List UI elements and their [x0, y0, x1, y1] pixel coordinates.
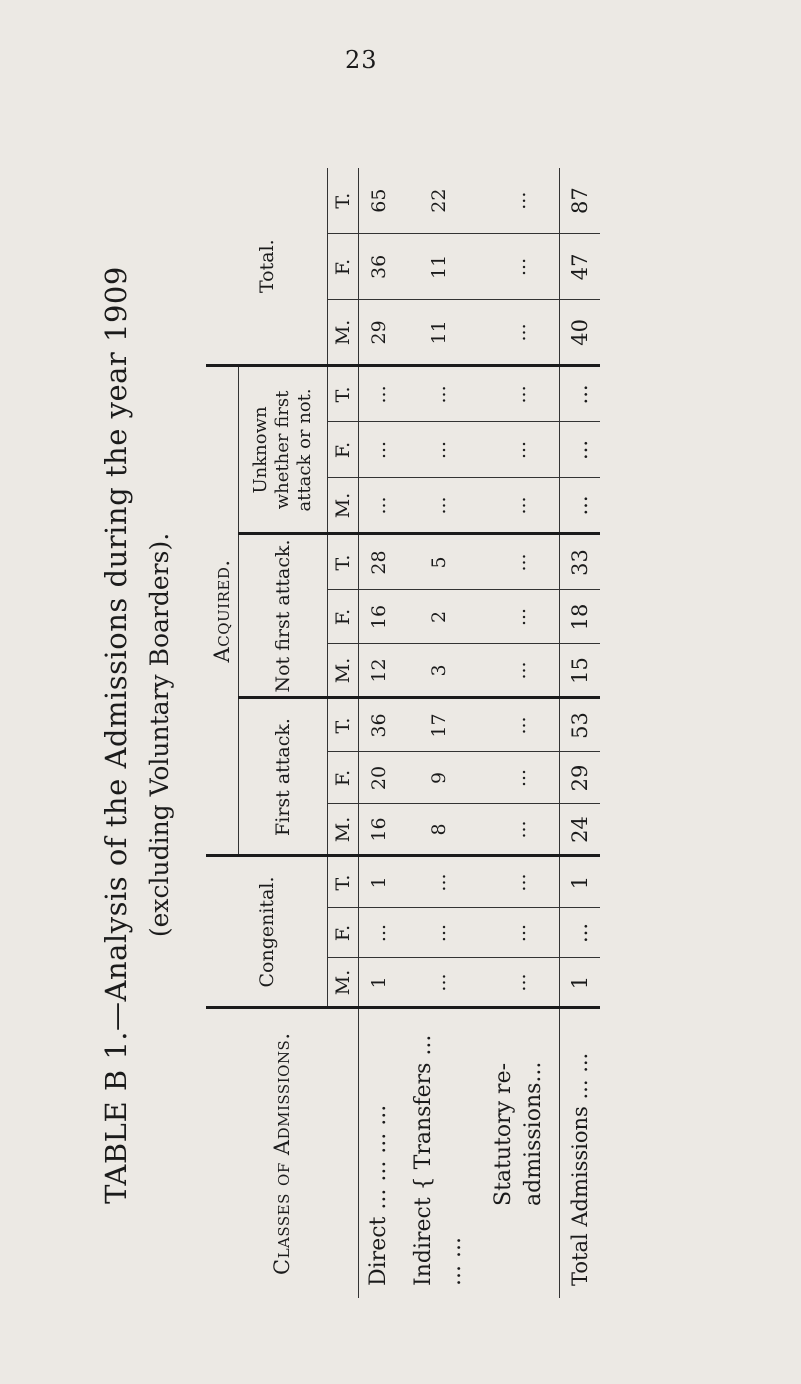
table-cell: ... — [559, 908, 600, 958]
table-cell: ... — [479, 752, 560, 804]
table-cell: ... — [358, 908, 399, 958]
row-label: Statutory re-admissions... — [479, 1008, 560, 1298]
table-cell: ... — [479, 534, 560, 590]
total-header: Total. — [206, 168, 328, 366]
table-row — [399, 168, 479, 1298]
total-t: T. — [328, 168, 359, 234]
table-cell: 15 — [559, 644, 600, 698]
notfirst-f: F. — [328, 590, 359, 644]
table-cell: ... — [479, 856, 560, 908]
table-cell: ... — [399, 958, 479, 1008]
table-cell: 9 — [399, 752, 479, 804]
table-cell: ... — [358, 422, 399, 478]
table-cell: 16 — [358, 804, 399, 856]
table-cell: ... — [479, 698, 560, 752]
unknown-header: Unknown whether first attack or not. — [239, 366, 328, 534]
table-cell: ... — [399, 422, 479, 478]
table-cell: ... — [479, 478, 560, 534]
table-cell: 8 — [399, 804, 479, 856]
table-cell: 53 — [559, 698, 600, 752]
notfirst-t: T. — [328, 534, 359, 590]
table-row — [479, 168, 560, 1298]
total-f: F. — [328, 234, 359, 300]
table-cell: 20 — [358, 752, 399, 804]
table-cell: 12 — [358, 644, 399, 698]
table-cell: ... — [399, 908, 479, 958]
admissions-table — [206, 168, 600, 1298]
table-cell: 87 — [559, 168, 600, 234]
table-cell: 47 — [559, 234, 600, 300]
table-cell: ... — [399, 366, 479, 422]
table-cell: ... — [479, 908, 560, 958]
congenital-header: Congenital. — [206, 856, 328, 1008]
total-m: M. — [328, 300, 359, 366]
table-cell: ... — [479, 590, 560, 644]
not-first-attack-header: Not first attack. — [239, 534, 328, 698]
row-label: Indirect { Transfers ... ... ... — [399, 1008, 479, 1298]
first-t: T. — [328, 698, 359, 752]
table-cell: 40 — [559, 300, 600, 366]
caption-title: TABLE B 1.—Analysis of the Admissions during the year 1909 — [99, 266, 133, 1204]
table-cell: ... — [479, 300, 560, 366]
table-cell: ... — [479, 234, 560, 300]
table-cell: 5 — [399, 534, 479, 590]
page-number: 23 — [345, 46, 378, 74]
first-f: F. — [328, 752, 359, 804]
row-label: Direct ... ... ... ... — [358, 1008, 399, 1298]
table-cell: 1 — [559, 856, 600, 908]
table-cell: 3 — [399, 644, 479, 698]
table-cell: 22 — [427, 188, 450, 213]
table-cell: ... — [559, 366, 600, 422]
table-cell: ... — [399, 478, 479, 534]
table-cell: ... — [399, 856, 479, 908]
table-row — [358, 168, 399, 1298]
table-cell: 11 — [399, 300, 479, 366]
table-cell: 36 — [358, 234, 399, 300]
table-cell: ... — [559, 422, 600, 478]
congenital-f: F. — [328, 908, 359, 958]
table-cell: 1 — [358, 856, 399, 908]
table-cell: 17 — [399, 698, 479, 752]
total-row-label: Total Admissions ... ... — [559, 1008, 600, 1298]
table-cell: 16 — [358, 590, 399, 644]
table-cell: 65 — [367, 188, 390, 213]
table-cell: ... — [479, 958, 560, 1008]
table-cell: 29 — [358, 300, 399, 366]
caption-subtitle: (excluding Voluntary Boarders). — [145, 532, 174, 938]
table-cell: 36 — [358, 698, 399, 752]
table-cell: ... — [479, 804, 560, 856]
table-cell: 33 — [559, 534, 600, 590]
congenital-t: T. — [328, 856, 359, 908]
table-cell: 18 — [559, 590, 600, 644]
unknown-t: T. — [328, 366, 359, 422]
acquired-header: Acquired. — [206, 366, 239, 856]
caption — [95, 170, 205, 1300]
notfirst-m: M. — [328, 644, 359, 698]
first-attack-header: First attack. — [239, 698, 328, 856]
table-cell: 2 — [399, 590, 479, 644]
table-cell: 11 — [399, 234, 479, 300]
first-m: M. — [328, 804, 359, 856]
table-cell: ... — [479, 422, 560, 478]
table-cell: 1 — [358, 958, 399, 1008]
total-row — [559, 168, 600, 1298]
table-cell: ... — [507, 191, 530, 210]
table-cell: ... — [358, 478, 399, 534]
table-cell: 1 — [559, 958, 600, 1008]
table-cell: ... — [559, 478, 600, 534]
unknown-f: F. — [328, 422, 359, 478]
table-cell: 24 — [559, 804, 600, 856]
table-cell: 29 — [559, 752, 600, 804]
table-cell: 28 — [358, 534, 399, 590]
table-cell: ... — [479, 366, 560, 422]
unknown-m: M. — [328, 478, 359, 534]
table-cell: ... — [358, 366, 399, 422]
table-cell: ... — [479, 644, 560, 698]
congenital-m: M. — [328, 958, 359, 1008]
row-header: Classes of Admissions. — [206, 1008, 358, 1298]
